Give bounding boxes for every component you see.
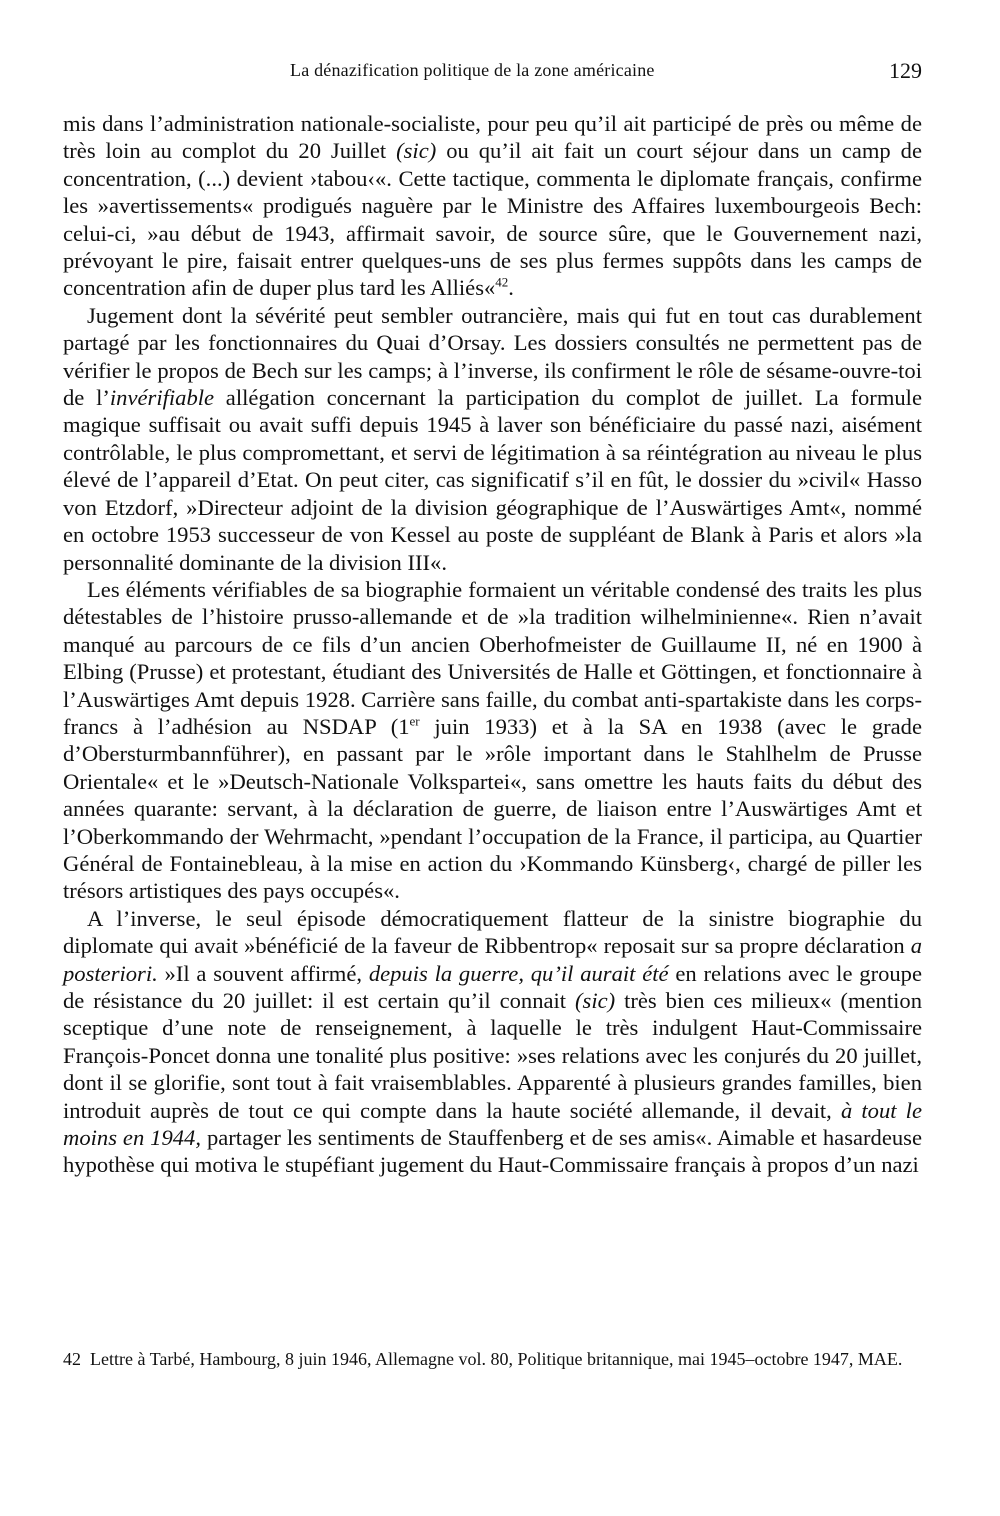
paragraph-2-text-a: Jugement dont la sévérité peut sembler outrancière, mais qui fut en tout cas durablement partagé par les fonctionnaires du Quai d’Orsay. Les dossiers consultés ne permettent pas de vérifier le propos de Bech sur les camps; à l’inverse, ils confirment le rôle de sésame-ouvre-toi de l’: [63, 302, 922, 411]
paragraph-1-text-b: ou qu’il ait fait un court séjour dans un camp de concentration, (...) devient ›tabou‹«. Cette tactique, commenta le diplomate français, confirme les »avertissements« prodigués naguère par le Ministre des Affaires luxembourgeois Bech: celui-ci, »au début de 1943, affirmait savoir, de source sûre, que le Gouvernement nazi, prévoyant le pire, faisait entrer quelques-uns de ses plus fermes suppôts dans les camps de concentration afin de duper plus tard les Alliés«: [63, 138, 922, 301]
paragraph-1-text-c: .: [508, 275, 514, 301]
paragraph-4-italic-a: a posteriori.: [63, 933, 922, 986]
paragraph-3: [63, 576, 922, 905]
paragraph-2-text-b: allégation concernant la participation du complot de juillet. La formule magique suffisait ou avait suffi depuis 1945 à laver son bénéficiaire du passé nazi, aisément contrôlable, le plus compromettant, et servi de légitimation à sa réintégration au niveau le plus élevé de l’appareil d’Etat. On peut citer, cas significatif s’il en fût, le dossier du »civil« Hasso von Etzdorf, »Directeur adjoint de la division géographique de l’Auswärtiges Amt«, nommé en octobre 1953 successeur de von Kessel au poste de suppléant de Blank à Paris et alors »la personnalité dominante de la division III«.: [63, 385, 922, 575]
paragraph-1: [63, 110, 922, 302]
footnote-42: [63, 1348, 922, 1371]
paragraph-4-text-e: partager les sentiments de Stauffenberg et de ses amis«. Aimable et hasardeuse hypothèse qui motiva le stupéfiant jugement du Haut-Commissaire français à propos d’un nazi: [63, 1125, 922, 1178]
paragraph-2-italic: invérifiable: [109, 385, 215, 411]
ordinal-superscript: er: [409, 713, 420, 729]
paragraph-4-text-d: très bien ces milieux« (mention sceptique d’une note de renseignement, à laquelle le très indulgent Haut-Commissaire François-Poncet donna une tonalité plus positive: »ses relations avec les conjurés du 20 juillet, dont il se glorifie, sont tout à fait vraisemblables. Apparenté à plusieurs grandes familles, bien introduit auprès de tout ce qui compte dans la haute société allemande, il devait,: [63, 988, 922, 1123]
paragraph-3-text-a: Les éléments vérifiables de sa biographie formaient un véritable condensé des traits les plus détestables de l’histoire prusso-allemande et de »la tradition wilhelminienne«. Rien n’avait manqué au parcours de ce fils d’un ancien Oberhofmeister de Guillaume II, né en 1900 à Elbing (Prusse) et protestant, étudiant des Universités de Halle et Göttingen, et fonctionnaire à l’Auswärtiges Amt depuis 1928. Carrière sans faille, du combat anti-spartakiste dans les corps-francs à l’adhésion au NSDAP (1: [63, 576, 922, 739]
paragraph-4-text-b: »Il a souvent affirmé,: [157, 960, 369, 986]
body-text: [63, 110, 922, 1179]
paragraph-2: [63, 302, 922, 576]
paragraph-3-text-b: juin 1933) et à la SA en 1938 (avec le grade d’Obersturmbannführer), en passant par le »rôle important dans le Stahlhelm de Prusse Orientale« et le »Deutsch-Nationale Volkspartei«, sans omettre les hauts faits du début des années quarante: servant, à la déclaration de guerre, de liaison entre l’Auswärtiges Amt et l’Oberkommando der Wehrmacht, »pendant l’occupation de la France, il participa, au Quartier Général de Fontainebleau, à la mise en action du ›Kommando Künsberg‹, chargé de piller les trésors artistiques des pays occupés«.: [63, 713, 922, 904]
footnote-number: 42: [63, 1349, 81, 1369]
paragraph-4-italic-d: à tout le moins en 1944,: [63, 1097, 922, 1151]
paragraph-4-text-a: A l’inverse, le seul épisode démocratiquement flatteur de la sinistre biographie du diplomate qui avait »bénéficié de la faveur de Ribbentrop« reposait sur sa propre déclaration: [63, 905, 922, 959]
page-number: 129: [889, 58, 922, 83]
running-title: La dénazification politique de la zone américaine: [290, 60, 655, 80]
footnote-ref-42[interactable]: 42: [495, 274, 509, 290]
paragraph-4-italic-b: depuis la guerre, qu’il aurait été: [368, 960, 669, 986]
footnote-text: Lettre à Tarbé, Hambourg, 8 juin 1946, Allemagne vol. 80, Politique britannique, mai 1945–octobre 1947, MAE.: [90, 1349, 903, 1369]
paragraph-4: [63, 905, 922, 1179]
paragraph-4-italic-c: (sic): [575, 988, 616, 1013]
paragraph-1-text-a: mis dans l’administration nationale-socialiste, pour peu qu’il ait participé de près ou même de très loin au complot du 20 Juillet: [63, 111, 922, 164]
paragraph-1-italic-sic: (sic): [396, 138, 437, 164]
paragraph-4-text-c: en relations avec le groupe de résistance du 20 juillet: il est certain qu’il connait: [63, 960, 923, 1013]
running-header: [290, 58, 922, 90]
footnotes: [63, 1348, 922, 1371]
